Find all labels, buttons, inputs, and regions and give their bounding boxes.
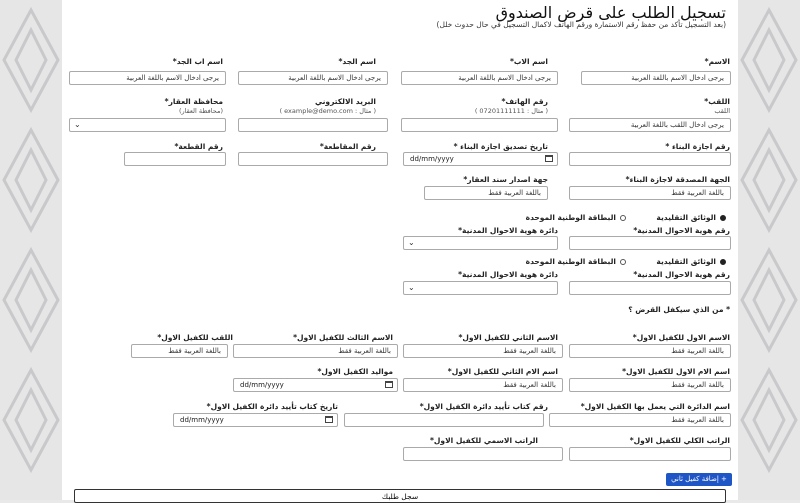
radio-label: الوثائق التقليدية: [656, 213, 716, 222]
calendar-icon[interactable]: [385, 381, 393, 388]
father-name-input[interactable]: يرجى ادخال الاسم باللغة العربية: [401, 71, 558, 85]
add-second-guarantor-button[interactable]: + إضافة كفيل ثاني: [666, 473, 732, 486]
guarantor-birth-label: مواليد الكفيل الاول*: [317, 367, 393, 376]
civil-id-input[interactable]: [569, 236, 731, 250]
guarantor-mother-second-label: اسم الام الثاني للكفيل الاول*: [447, 367, 558, 376]
guarantor-letter-date-input[interactable]: [173, 413, 338, 427]
guarantor-department-label: اسم الدائرة التي يعمل بها الكفيل الاول*: [580, 402, 730, 411]
loan-guarantor-question: * من الذي سيكفل القرض ؟: [628, 305, 730, 314]
guarantor-second-name-label: الاسم الثاني للكفيل الاول*: [458, 333, 558, 342]
permit-date-label: تاريخ تصديق اجازة البناء *: [453, 142, 548, 151]
grandfather-name-label: اسم الجد*: [338, 57, 376, 66]
date-placeholder: dd/mm/yyyy: [180, 416, 224, 424]
guarantor-letter-date-label: تاريخ كتاب تأييد دائرة الكفيل الاول*: [206, 402, 338, 411]
email-input[interactable]: [238, 118, 388, 132]
radio-traditional-docs-2[interactable]: [656, 257, 726, 266]
radio-traditional-docs[interactable]: [656, 213, 726, 222]
deed-authority-label: جهة اصدار سند العقار*: [463, 175, 548, 184]
guarantor-nominal-salary-label: الراتب الاسمي للكفيل الاول*: [430, 436, 538, 445]
guarantor-nominal-salary-input[interactable]: [403, 447, 563, 461]
radio-label: الوثائق التقليدية: [656, 257, 716, 266]
phone-input[interactable]: [401, 118, 558, 132]
permit-date-input[interactable]: [403, 152, 558, 166]
surname-input[interactable]: يرجى ادخال اللقب باللغة العربية: [569, 118, 731, 132]
guarantor-second-name-input[interactable]: باللغة العربية فقط: [403, 344, 563, 358]
civil-id-input-2[interactable]: [569, 281, 731, 295]
radio-label: البطاقة الوطنية الموحدة: [525, 257, 616, 266]
property-governorate-select[interactable]: [69, 118, 226, 132]
decorative-side-pattern-right: [738, 0, 800, 500]
plot-number-input[interactable]: [124, 152, 226, 166]
civil-id-label: رقم هوية الاحوال المدنية*: [633, 226, 730, 235]
chevron-down-icon: ⌄: [408, 283, 415, 292]
surname-hint: اللقب: [714, 107, 730, 115]
permit-authority-input[interactable]: باللغة العربية فقط: [569, 186, 731, 200]
surname-label: اللقب*: [704, 97, 730, 106]
radio-unchecked-icon: [620, 215, 626, 221]
guarantor-surname-label: اللقب للكفيل الاول*: [157, 333, 233, 342]
permit-number-label: رقم اجازة البناء *: [665, 142, 730, 151]
father-name-label: اسم الاب*: [509, 57, 548, 66]
calendar-icon[interactable]: [545, 155, 553, 162]
deed-authority-input[interactable]: باللغة العربية فقط: [424, 186, 548, 200]
radio-unchecked-icon: [620, 259, 626, 265]
page-title: تسجيل الطلب على قرض الصندوق: [495, 3, 726, 22]
email-hint: ( مثال : example@demo.com ): [279, 107, 376, 115]
district-number-input[interactable]: [238, 152, 388, 166]
guarantor-mother-first-label: اسم الام الاول للكفيل الاول*: [622, 367, 730, 376]
guarantor-third-name-label: الاسم الثالث للكفيل الاول*: [293, 333, 393, 342]
guarantor-total-salary-label: الراتب الكلي للكفيل الاول*: [629, 436, 730, 445]
chevron-down-icon: ⌄: [74, 120, 81, 129]
calendar-icon[interactable]: [325, 416, 333, 423]
email-label: البريد الالكتروني: [315, 97, 376, 106]
guarantor-first-name-input[interactable]: باللغة العربية فقط: [569, 344, 731, 358]
phone-hint: ( مثال : 07201111111 ): [474, 107, 548, 115]
great-grandfather-name-input[interactable]: يرجى ادخال الاسم باللغة العربية: [69, 71, 226, 85]
property-governorate-hint: (محافظة العقار): [178, 107, 223, 115]
guarantor-department-input[interactable]: باللغة العربية فقط: [549, 413, 731, 427]
radio-unified-card-2[interactable]: [526, 257, 626, 266]
radio-unified-card[interactable]: [526, 213, 626, 222]
great-grandfather-name-label: اسم اب الجد*: [172, 57, 223, 66]
permit-authority-label: الجهة المصدقة لاجازة البناء*: [625, 175, 730, 184]
name-input[interactable]: يرجى ادخال الاسم باللغة العربية: [581, 71, 731, 85]
guarantor-letter-number-label: رقم كتاب تأييد دائرة الكفيل الاول*: [419, 402, 548, 411]
chevron-down-icon: ⌄: [408, 238, 415, 247]
radio-label: البطاقة الوطنية الموحدة: [525, 213, 616, 222]
submit-application-button[interactable]: سجل طلبك: [74, 489, 726, 503]
guarantor-mother-second-input[interactable]: باللغة العربية فقط: [403, 378, 563, 392]
property-governorate-label: محافظة العقار*: [164, 97, 223, 106]
date-placeholder: dd/mm/yyyy: [410, 155, 454, 163]
radio-checked-icon: [720, 259, 726, 265]
guarantor-birth-date-input[interactable]: [233, 378, 398, 392]
page-subtitle: (بعد التسجيل تأكد من حفظ رقم الاستمارة ورقم الهاتف لاكمال التسجيل في حال حدوث خلل): [436, 20, 726, 29]
civil-office-label-2: دائرة هوية الاحوال المدنية*: [458, 270, 558, 279]
decorative-side-pattern-left: [0, 0, 62, 500]
plot-number-label: رقم القطعة*: [174, 142, 223, 151]
guarantor-third-name-input[interactable]: باللغة العربية فقط: [233, 344, 398, 358]
grandfather-name-input[interactable]: يرجى ادخال الاسم باللغة العربية: [238, 71, 388, 85]
guarantor-surname-input[interactable]: باللغة العربية فقط: [131, 344, 228, 358]
civil-office-select-2[interactable]: [403, 281, 558, 295]
civil-office-label: دائرة هوية الاحوال المدنية*: [458, 226, 558, 235]
guarantor-first-name-label: الاسم الاول للكفيل الاول*: [632, 333, 730, 342]
guarantor-letter-number-input[interactable]: [344, 413, 544, 427]
name-label: الاسم*: [704, 57, 730, 66]
district-number-label: رقم المقاطعة*: [319, 142, 376, 151]
civil-id-label-2: رقم هوية الاحوال المدنية*: [633, 270, 730, 279]
loan-registration-form: [62, 0, 738, 500]
phone-label: رقم الهاتف*: [501, 97, 548, 106]
civil-office-select[interactable]: [403, 236, 558, 250]
date-placeholder: dd/mm/yyyy: [240, 381, 284, 389]
guarantor-total-salary-input[interactable]: [569, 447, 731, 461]
guarantor-mother-first-input[interactable]: باللغة العربية فقط: [569, 378, 731, 392]
permit-number-input[interactable]: [569, 152, 731, 166]
radio-checked-icon: [720, 215, 726, 221]
